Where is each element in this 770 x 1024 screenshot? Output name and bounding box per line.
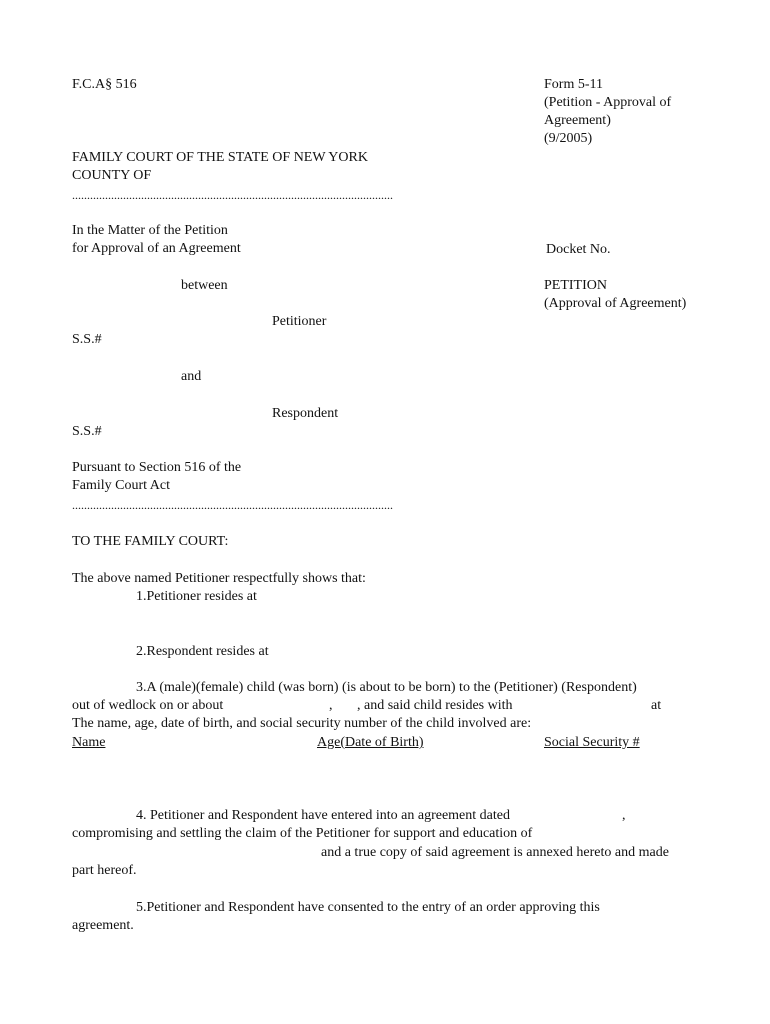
between-label: between bbox=[181, 278, 228, 293]
petitioner-ss-label: S.S.# bbox=[72, 332, 102, 347]
paragraph-3-line2b: , and said child resides with bbox=[357, 698, 513, 713]
petition-title: PETITION bbox=[544, 278, 607, 293]
docket-label: Docket No. bbox=[546, 242, 611, 257]
paragraph-5-line1: 5.Petitioner and Respondent have consented to the entry of an order approving this bbox=[136, 900, 600, 915]
county-label: COUNTY OF bbox=[72, 168, 152, 183]
paragraph-3-line1: 3.A (male)(female) child (was born) (is about to be born) to the (Petitioner) (Respondent) bbox=[136, 680, 637, 695]
salutation: TO THE FAMILY COURT: bbox=[72, 534, 229, 549]
column-name-header: Name bbox=[72, 735, 106, 750]
column-ssn-header: Social Security # bbox=[544, 735, 640, 750]
paragraph-4-line3: and a true copy of said agreement is annexed hereto and made bbox=[321, 845, 669, 860]
paragraph-4-line2: compromising and settling the claim of the Petitioner for support and education of bbox=[72, 826, 533, 841]
paragraph-3-comma: , bbox=[329, 698, 333, 713]
paragraph-4-line4: part hereof. bbox=[72, 863, 137, 878]
paragraph-3-at: at bbox=[651, 698, 662, 713]
column-age-header: Age(Date of Birth) bbox=[317, 735, 424, 750]
respondent-label: Respondent bbox=[272, 406, 339, 421]
paragraph-2: 2.Respondent resides at bbox=[136, 644, 269, 659]
statute-citation: F.C.A§ 516 bbox=[72, 77, 137, 92]
court-name: FAMILY COURT OF THE STATE OF NEW YORK bbox=[72, 150, 368, 165]
matter-line1: In the Matter of the Petition bbox=[72, 223, 228, 238]
form-title-line2: Agreement) bbox=[544, 113, 611, 128]
header-separator: ........................................................................................................... bbox=[72, 188, 393, 202]
paragraph-3-line2a: out of wedlock on or about bbox=[72, 698, 224, 713]
petition-subtitle: (Approval of Agreement) bbox=[544, 296, 687, 311]
caption-separator: ........................................................................................................... bbox=[72, 498, 393, 512]
pursuant-line2: Family Court Act bbox=[72, 478, 170, 493]
paragraph-4-line1: 4. Petitioner and Respondent have entered into an agreement dated bbox=[136, 808, 510, 823]
and-label: and bbox=[181, 369, 202, 384]
paragraph-5-line2: agreement. bbox=[72, 918, 134, 933]
pursuant-line1: Pursuant to Section 516 of the bbox=[72, 460, 242, 475]
paragraph-4-comma: , bbox=[622, 808, 626, 823]
respondent-ss-label: S.S.# bbox=[72, 424, 102, 439]
form-number: Form 5-11 bbox=[544, 77, 603, 92]
form-title-line1: (Petition - Approval of bbox=[544, 95, 672, 110]
form-date: (9/2005) bbox=[544, 131, 593, 146]
paragraph-1: 1.Petitioner resides at bbox=[136, 589, 257, 604]
matter-line2: for Approval of an Agreement bbox=[72, 241, 241, 256]
intro-paragraph: The above named Petitioner respectfully shows that: bbox=[72, 571, 366, 586]
paragraph-3-line3: The name, age, date of birth, and social security number of the child involved are: bbox=[72, 716, 532, 731]
petitioner-label: Petitioner bbox=[272, 314, 327, 329]
